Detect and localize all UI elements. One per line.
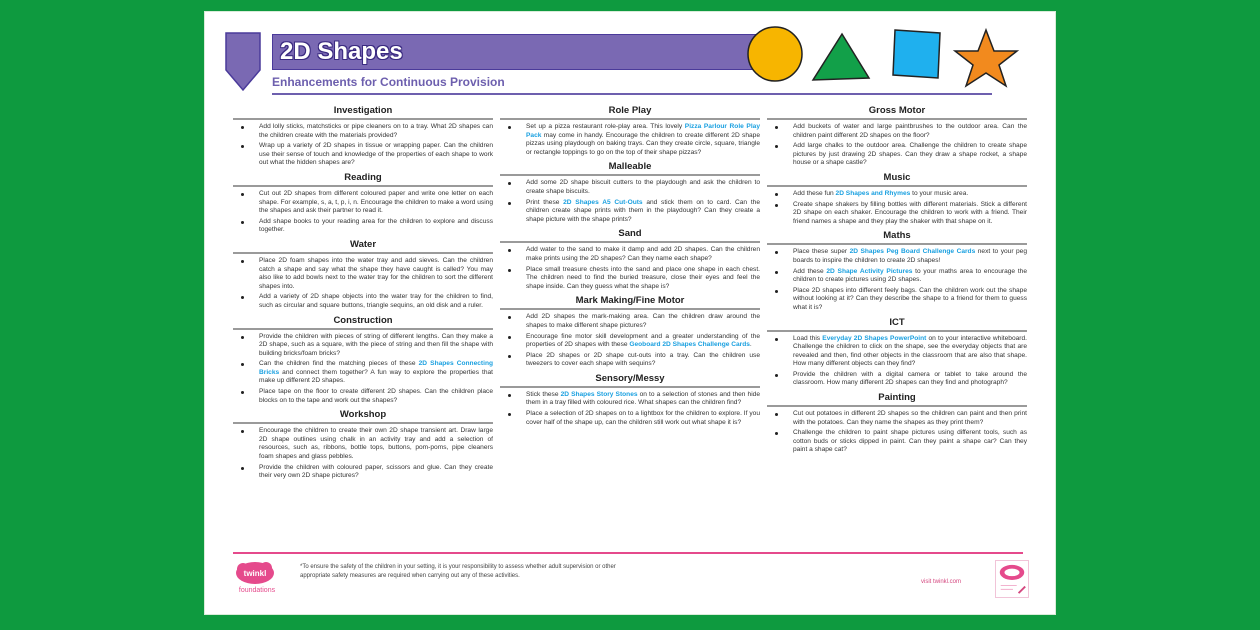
item-text: next to your peg boards to inspire the children to create 2D shapes! bbox=[793, 248, 1028, 264]
svg-text:twinkl: twinkl bbox=[243, 569, 267, 578]
list-item: Add 2D shapes the mark-making area. Can the children draw around the shapes to make different shape pictures? bbox=[500, 313, 760, 330]
item-text: Place these super bbox=[793, 248, 850, 256]
item-text: Add these bbox=[793, 267, 827, 275]
item-text: and stick them on to card. Can the children create shape prints with them in the playdough? Can they create a shape picture with the shape prints? bbox=[526, 198, 760, 223]
triangle-icon bbox=[813, 34, 869, 80]
section-sand bbox=[500, 228, 760, 291]
resource-link[interactable]: 2D Shape Activity Pictures bbox=[826, 267, 913, 275]
section-heading: Mark Making/Fine Motor bbox=[500, 295, 760, 310]
section-gross-motor bbox=[767, 105, 1027, 168]
item-text: Load this bbox=[793, 334, 823, 342]
section-reading bbox=[233, 172, 493, 235]
item-text: to your maths area to encourage the children to create pictures using 2D shapes. bbox=[793, 267, 1027, 284]
list-item bbox=[233, 360, 493, 386]
resource-link[interactable]: 2D Shapes A5 Cut-Outs bbox=[563, 198, 643, 206]
twinkl-badge-icon bbox=[995, 560, 1029, 598]
item-text: Stick these bbox=[526, 390, 561, 398]
resource-link[interactable]: 2D Shapes Story Stones bbox=[560, 390, 638, 398]
list-item bbox=[500, 333, 760, 350]
list-item: Encourage the children to create their own 2D shape transient art. Draw large 2D shape outlines using chalk in an activity tray and add a selection of resources, such as, ribbons, bottle tops, buttons, pom-poms, pipe cleaners foam shapes and glass pebbles. bbox=[233, 427, 493, 461]
square-icon bbox=[893, 30, 940, 78]
item-text: to your music area. bbox=[910, 189, 969, 197]
section-investigation bbox=[233, 105, 493, 168]
list-item: Add lolly sticks, matchsticks or pipe cleaners on to a tray. What 2D shapes can the children create with the materials provided? bbox=[233, 123, 493, 140]
list-item: Place a selection of 2D shapes on to a lightbox for the children to explore. If you cover half of the shape up, can the children still work out what shape it is? bbox=[500, 410, 760, 427]
resource-link[interactable]: Geoboard 2D Shapes Challenge Cards bbox=[629, 341, 750, 349]
site-link[interactable]: visit twinkl.com bbox=[921, 579, 962, 585]
svg-text:foundations: foundations bbox=[238, 587, 276, 594]
list-item: Provide the children with a digital camera or tablet to take around the classroom. How many different 2D shapes can they find and photograph? bbox=[767, 371, 1027, 388]
list-item: Cut out 2D shapes from different coloured paper and write one letter on each shape. For example, s, a, t, p, i, n. Encourage the children to make a word using the shapes and ask their partner to read it. bbox=[233, 190, 493, 216]
list-item: Add water to the sand to make it damp and add 2D shapes. Can the children make prints using the 2D shapes? Can they name each shape? bbox=[500, 246, 760, 263]
section-construction bbox=[233, 315, 493, 406]
worksheet-page bbox=[205, 12, 1055, 614]
item-text: Can the children find the matching pieces of these bbox=[259, 360, 419, 368]
page-subtitle: Enhancements for Continuous Provision bbox=[272, 75, 505, 89]
list-item: Place tape on the floor to create different 2D shapes. Can the children place blocks on to the tape and work out the shapes? bbox=[233, 388, 493, 405]
section-heading: Music bbox=[767, 172, 1027, 187]
circle-icon bbox=[748, 27, 802, 81]
list-item: Cut out potatoes in different 2D shapes so the children can paint and then print with the potatoes. Can they name the shapes as they print them? bbox=[767, 410, 1027, 427]
section-heading: Reading bbox=[233, 172, 493, 187]
list-item: Add some 2D shape biscuit cutters to the playdough and ask the children to create shape biscuits. bbox=[500, 179, 760, 196]
section-heading: Gross Motor bbox=[767, 105, 1027, 120]
item-text: and connect them together? A fun way to explore the properties that make up different 2D shapes. bbox=[259, 368, 493, 385]
star-icon bbox=[955, 30, 1017, 86]
section-heading: Workshop bbox=[233, 409, 493, 424]
list-item: Add large chalks to the outdoor area. Challenge the children to create shape pictures by just drawing 2D shapes. Can they draw a shape rocket, a shape house or a shape castle? bbox=[767, 142, 1027, 168]
bookmark-ribbon-icon bbox=[225, 32, 261, 92]
list-item: Challenge the children to paint shape pictures using different tools, such as cotton buds or sticks dipped in paint. Can they paint a shape car? Can they paint a shape cat? bbox=[767, 429, 1027, 455]
section-heading: Sensory/Messy bbox=[500, 373, 760, 388]
section-painting bbox=[767, 392, 1027, 455]
list-item bbox=[767, 268, 1027, 285]
item-text: may come in handy. Encourage the children to create different 2D shape pizzas using playdough on baking trays. Can they create circle, square, triangle or rectangle toppings to go on the top of their shape pizzas? bbox=[526, 131, 760, 156]
safety-disclaimer: *To ensure the safety of the children in your setting, it is your responsibility to assess whether adult supervision or other appropriate safety measures are required when carrying out any of these activities. bbox=[300, 564, 616, 579]
section-heading: Water bbox=[233, 239, 493, 254]
list-item: Place 2D foam shapes into the water tray and add sieves. Can the children catch a shape and say what the shape they have caught is called? You may also like to add bowls next to the water tray for the children to sort the different shapes into. bbox=[233, 257, 493, 291]
column-3 bbox=[767, 105, 1027, 459]
section-heading: ICT bbox=[767, 317, 1027, 332]
resource-link[interactable]: 2D Shapes Connecting Bricks bbox=[259, 360, 493, 376]
list-item: Add a variety of 2D shape objects into the water tray for the children to find, such as circular and square buttons, triangle sequins, an old disk and a ruler. bbox=[233, 293, 493, 310]
list-item bbox=[500, 199, 760, 225]
column-1 bbox=[233, 105, 493, 485]
item-text: . bbox=[749, 341, 752, 349]
section-heading: Investigation bbox=[233, 105, 493, 120]
section-heading: Painting bbox=[767, 392, 1027, 407]
decorative-shapes bbox=[745, 24, 1045, 90]
section-heading: Construction bbox=[233, 315, 493, 330]
list-item: Add shape books to your reading area for the children to explore and discuss together. bbox=[233, 218, 493, 235]
section-music bbox=[767, 172, 1027, 226]
resource-link[interactable]: 2D Shapes Peg Board Challenge Cards bbox=[849, 248, 976, 256]
resource-link[interactable]: Pizza Parlour Role Play Pack bbox=[526, 123, 760, 139]
section-heading: Role Play bbox=[500, 105, 760, 120]
item-text: Encourage fine motor skill development and a greater understanding of the properties of 2D shapes with these bbox=[526, 332, 760, 349]
section-ict bbox=[767, 317, 1027, 389]
section-heading: Malleable bbox=[500, 161, 760, 176]
list-item bbox=[500, 123, 760, 157]
twinkl-foundations-logo-icon bbox=[233, 560, 285, 596]
list-item bbox=[500, 391, 760, 408]
section-water bbox=[233, 239, 493, 311]
list-item: Create shape shakers by filling bottles with different materials. Stick a different 2D shape on each shaker. Encourage the children to work with a friend. Their friend names a shape and they play the shaker with that shape on it. bbox=[767, 201, 1027, 227]
column-2 bbox=[500, 105, 760, 431]
list-item bbox=[767, 190, 1027, 199]
footer-divider bbox=[233, 552, 1023, 554]
resource-link[interactable]: 2D Shapes and Rhymes bbox=[835, 189, 911, 197]
item-text: Add these fun bbox=[793, 189, 836, 197]
page-title: 2D Shapes bbox=[280, 38, 403, 65]
item-text: on to your interactive whiteboard. Challenge the children to click on the shape, see the everyday objects that are revealed and then, find other objects in the classroom that are also that shape. How many different objects can they find? bbox=[793, 334, 1028, 368]
list-item bbox=[767, 335, 1027, 369]
section-maths bbox=[767, 230, 1027, 312]
section-workshop bbox=[233, 409, 493, 481]
list-item: Add buckets of water and large paintbrushes to the outdoor area. Can the children paint different 2D shapes on the floor? bbox=[767, 123, 1027, 140]
item-text: Set up a pizza restaurant role-play area. This lovely bbox=[526, 123, 685, 130]
list-item: Wrap up a variety of 2D shapes in tissue or wrapping paper. Can the children use their sense of touch and knowledge of the properties of each shape to work out what the hidden shapes are? bbox=[233, 142, 493, 168]
title-banner bbox=[272, 34, 762, 70]
section-heading: Maths bbox=[767, 230, 1027, 245]
title-divider bbox=[272, 93, 992, 95]
list-item: Place 2D shapes into different feely bags. Can the children work out the shape without looking at it? Can they describe the shape to a friend for them to guess what it is? bbox=[767, 287, 1027, 313]
list-item: Provide the children with pieces of string of different lengths. Can they make a 2D shape, such as a square, with the piece of string and then fill the shape with building bricks/foam bricks? bbox=[233, 333, 493, 359]
section-mark-making bbox=[500, 295, 760, 369]
section-heading: Sand bbox=[500, 228, 760, 243]
item-text: Print these bbox=[526, 198, 564, 206]
list-item: Provide the children with coloured paper, scissors and glue. Can they create their very own 2D shape pictures? bbox=[233, 464, 493, 481]
item-text: on to a selection of stones and then hide them in a tray filled with coloured rice. What shapes can the children find? bbox=[526, 390, 760, 407]
list-item bbox=[767, 248, 1027, 265]
section-role-play bbox=[500, 105, 760, 157]
section-malleable bbox=[500, 161, 760, 224]
resource-link[interactable]: Everyday 2D Shapes PowerPoint bbox=[822, 334, 927, 342]
list-item: Place 2D shapes or 2D shape cut-outs into a tray. Can the children use tweezers to cover each shape with sequins? bbox=[500, 352, 760, 369]
section-sensory-messy bbox=[500, 373, 760, 427]
list-item: Place small treasure chests into the sand and place one shape in each chest. The children need to find the buried treasure, close their eyes and feel the shape inside. Can they guess what the shape is? bbox=[500, 266, 760, 292]
